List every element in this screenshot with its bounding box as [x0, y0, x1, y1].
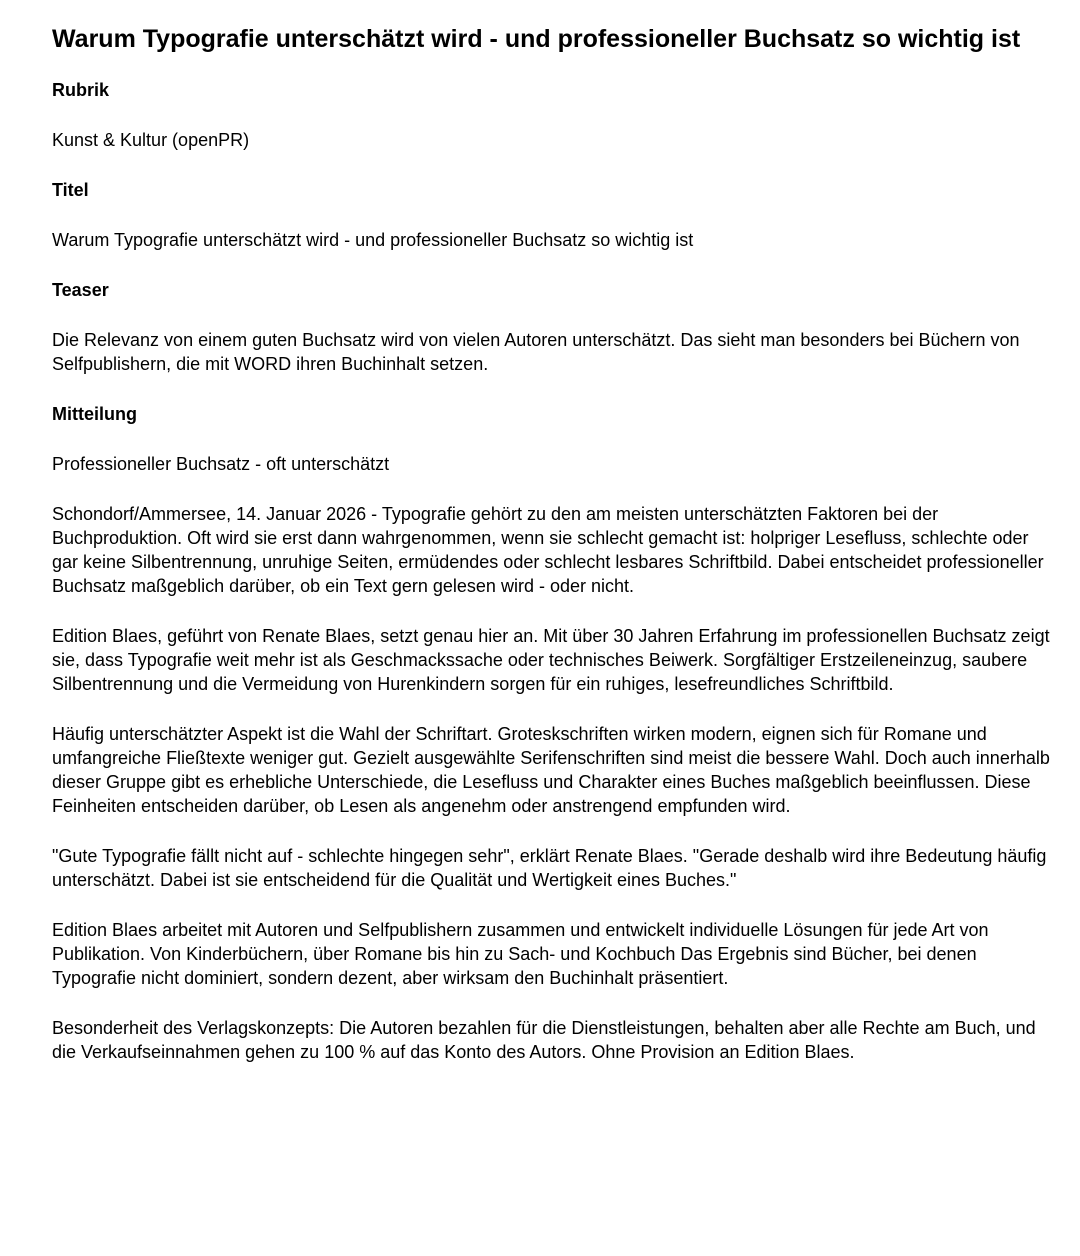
mitteilung-paragraph-edition-blaes: Edition Blaes, geführt von Renate Blaes, setzt genau hier an. Mit über 30 Jahren Erfahrung im professionellen Buchsatz zeigt sie, dass Typografie weit mehr ist als Geschmackssache oder technisches Beiwerk. Sorgfältiger Erstzeileneinzug, saubere Silbentrennung und die Vermeidung von Hurenkindern sorgen für ein ruhiges, lesefreundliches Schriftbild. [52, 626, 1050, 694]
mitteilung-paragraph-zitat: "Gute Typografie fällt nicht auf - schlechte hingegen sehr", erklärt Renate Blaes. "Gerade deshalb wird ihre Bedeutung häufig unterschätzt. Dabei ist sie entscheidend für die Qualität und Wertigkeit eines Buches." [52, 846, 1047, 890]
titel-value: Warum Typografie unterschätzt wird - und professioneller Buchsatz so wichtig ist [52, 230, 694, 250]
section-label-teaser: Teaser [52, 280, 109, 300]
section-label-mitteilung: Mitteilung [52, 404, 137, 424]
document-content [52, 20, 1052, 1064]
mitteilung-paragraph-zusammenarbeit: Edition Blaes arbeitet mit Autoren und Selfpublishern zusammen und entwickelt individuelle Lösungen für jede Art von Publikation. Von Kinderbüchern, über Romane bis hin zu Sach- und Kochbuch Das Ergebnis sind Bücher, bei denen Typografie nicht dominiert, sondern dezent, aber wirksam den Buchinhalt präsentiert. [52, 920, 989, 988]
mitteilung-paragraph-schriftart: Häufig unterschätzter Aspekt ist die Wahl der Schriftart. Groteskschriften wirken modern, eignen sich für Romane und umfangreiche Fließtexte weniger gut. Gezielt ausgewählte Serifenschriften sind meist die bessere Wahl. Doch auch innerhalb dieser Gruppe gibt es erhebliche Unterschiede, die Lesefluss und Charakter eines Buches maßgeblich beeinflussen. Diese Feinheiten entscheiden darüber, ob Lesen als angenehm oder anstrengend empfunden wird. [52, 724, 1050, 816]
section-label-rubrik: Rubrik [52, 80, 110, 100]
rubrik-value: Kunst & Kultur (openPR) [52, 130, 250, 150]
page-title: Warum Typografie unterschätzt wird - und professioneller Buchsatz so wichtig ist [52, 25, 1021, 53]
mitteilung-paragraph-verlagskonzept: Besonderheit des Verlagskonzepts: Die Autoren bezahlen für die Dienstleistungen, behalten aber alle Rechte am Buch, und die Verkaufseinnahmen gehen zu 100 % auf das Konto des Autors. Ohne Provision an Edition Blaes. [52, 1018, 1036, 1062]
mitteilung-subtitle: Professioneller Buchsatz - oft unterschätzt [52, 454, 390, 474]
mitteilung-paragraph-dateline: Schondorf/Ammersee, 14. Januar 2026 - Typografie gehört zu den am meisten unterschätzten Faktoren bei der Buchproduktion. Oft wird sie erst dann wahrgenommen, wenn sie schlecht gemacht ist: holpriger Lesefluss, schlechte oder gar keine Silbentrennung, unruhige Seiten, ermüdendes oder schlecht lesbares Schriftbild. Dabei entscheidet professioneller Buchsatz maßgeblich darüber, ob ein Text gern gelesen wird - oder nicht. [52, 504, 1044, 596]
section-label-titel: Titel [52, 180, 89, 200]
teaser-value: Die Relevanz von einem guten Buchsatz wird von vielen Autoren unterschätzt. Das sieht man besonders bei Büchern von Selfpublishern, die mit WORD ihren Buchinhalt setzen. [52, 330, 1020, 374]
